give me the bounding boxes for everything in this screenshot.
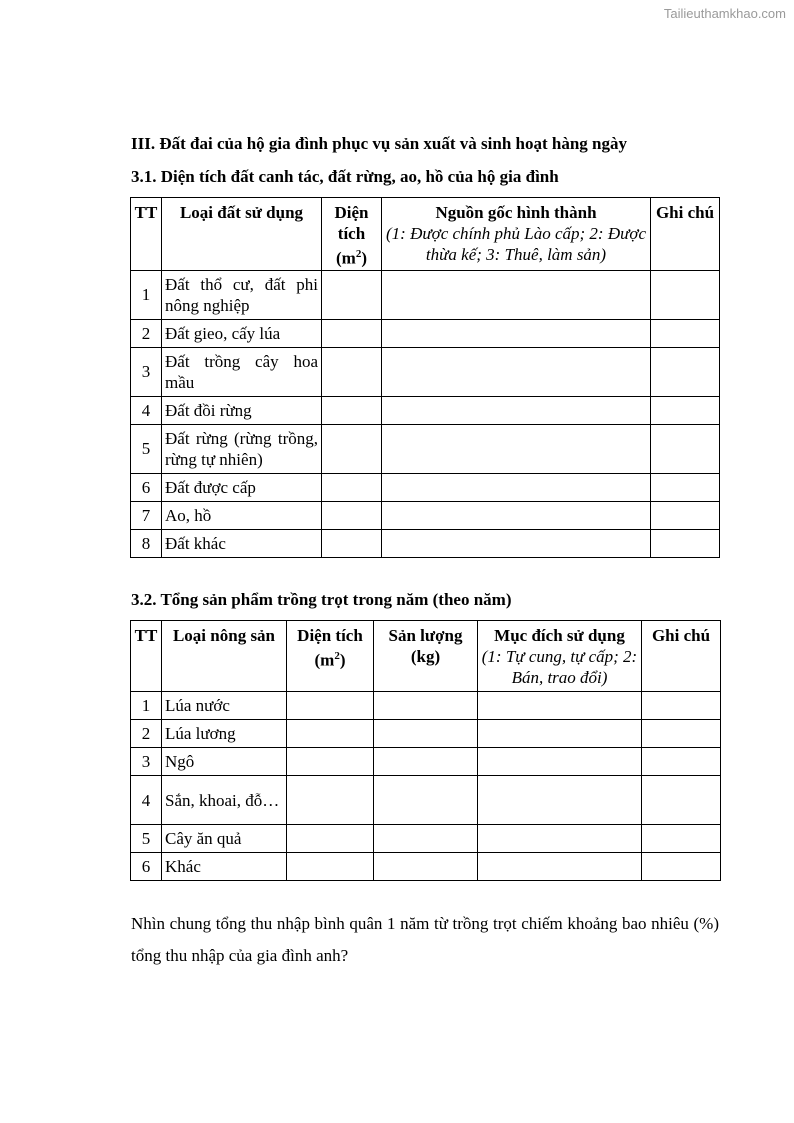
income-question: Nhìn chung tổng thu nhập bình quân 1 năm từ trồng trọt chiếm khoảng bao nhiêu (%) tổng thu nhập của gia đình anh? xyxy=(131,914,719,965)
header-origin-note: (1: Được chính phủ Lào cấp; 2: Được thừa kế; 3: Thuê, làm sản) xyxy=(386,224,646,264)
area-cell[interactable] xyxy=(287,720,374,748)
row-number: 5 xyxy=(131,424,162,473)
note-cell[interactable] xyxy=(642,748,721,776)
area-cell[interactable] xyxy=(287,692,374,720)
row-land-type: Đất thổ cư, đất phi nông nghiệp xyxy=(162,270,322,319)
header-origin xyxy=(382,198,651,271)
yield-cell[interactable] xyxy=(374,776,478,825)
area-cell[interactable] xyxy=(287,748,374,776)
header-area xyxy=(287,621,374,692)
header-note: Ghi chú xyxy=(651,198,720,271)
row-number: 3 xyxy=(131,347,162,396)
subsection-title-land: 3.1. Diện tích đất canh tác, đất rừng, ao, hồ của hộ gia đình xyxy=(131,167,559,186)
header-purpose-title: Mục đích sử dụng xyxy=(494,626,625,645)
area-cell[interactable] xyxy=(287,853,374,881)
row-product: Khác xyxy=(162,853,287,881)
area-cell[interactable] xyxy=(322,424,382,473)
header-area-unit-close: ) xyxy=(339,650,346,670)
header-tt: TT xyxy=(131,198,162,271)
header-yield xyxy=(374,621,478,692)
header-area-line1: Diện xyxy=(334,203,369,222)
header-area-line2: tích xyxy=(337,224,366,243)
header-area-unit-sup: 2 xyxy=(334,650,340,662)
purpose-cell[interactable] xyxy=(478,825,642,853)
table-row xyxy=(131,424,720,473)
origin-cell[interactable] xyxy=(382,529,651,557)
row-product: Lúa lương xyxy=(162,720,287,748)
row-number: 1 xyxy=(131,692,162,720)
section-title: III. Đất đai của hộ gia đình phục vụ sản xuất và sinh hoạt hàng ngày xyxy=(131,134,628,153)
row-land-type: Đất khác xyxy=(162,529,322,557)
header-area-line1: Diện tích xyxy=(297,626,363,645)
header-area-unit: (m xyxy=(336,248,356,268)
purpose-cell[interactable] xyxy=(478,692,642,720)
row-number: 2 xyxy=(131,720,162,748)
row-number: 6 xyxy=(131,473,162,501)
land-table xyxy=(130,197,720,558)
table-row xyxy=(131,853,721,881)
header-area-unit: (m xyxy=(314,650,335,670)
header-note: Ghi chú xyxy=(642,621,721,692)
yield-cell[interactable] xyxy=(374,720,478,748)
note-cell[interactable] xyxy=(651,319,720,347)
row-product: Ngô xyxy=(162,748,287,776)
row-land-type: Đất được cấp xyxy=(162,473,322,501)
area-cell[interactable] xyxy=(322,270,382,319)
row-number: 5 xyxy=(131,825,162,853)
header-product: Loại nông sản xyxy=(162,621,287,692)
row-number: 2 xyxy=(131,319,162,347)
area-cell[interactable] xyxy=(322,529,382,557)
header-purpose xyxy=(478,621,642,692)
header-area xyxy=(322,198,382,271)
area-cell[interactable] xyxy=(322,347,382,396)
row-land-type: Đất trồng cây hoa mầu xyxy=(162,347,322,396)
origin-cell[interactable] xyxy=(382,396,651,424)
note-cell[interactable] xyxy=(651,396,720,424)
note-cell[interactable] xyxy=(651,347,720,396)
row-number: 4 xyxy=(131,776,162,825)
note-cell[interactable] xyxy=(642,692,721,720)
header-origin-title: Nguồn gốc hình thành xyxy=(435,203,597,222)
table-row xyxy=(131,319,720,347)
note-cell[interactable] xyxy=(651,270,720,319)
area-cell[interactable] xyxy=(322,501,382,529)
area-cell[interactable] xyxy=(322,473,382,501)
origin-cell[interactable] xyxy=(382,501,651,529)
area-cell[interactable] xyxy=(287,776,374,825)
row-number: 7 xyxy=(131,501,162,529)
origin-cell[interactable] xyxy=(382,270,651,319)
watermark-text: Tailieuthamkhao.com xyxy=(663,6,786,21)
table-row xyxy=(131,501,720,529)
land-table-header xyxy=(131,198,720,271)
table-row xyxy=(131,529,720,557)
area-cell[interactable] xyxy=(287,825,374,853)
header-area-unit-close: ) xyxy=(361,248,367,268)
table-row xyxy=(131,692,721,720)
purpose-cell[interactable] xyxy=(478,748,642,776)
yield-cell[interactable] xyxy=(374,853,478,881)
table-row xyxy=(131,396,720,424)
note-cell[interactable] xyxy=(651,473,720,501)
header-yield-line1: Sản lượng xyxy=(388,626,463,645)
row-number: 6 xyxy=(131,853,162,881)
header-tt: TT xyxy=(131,621,162,692)
row-product: Sắn, khoai, đỗ… xyxy=(162,776,287,825)
row-land-type: Đất rừng (rừng trồng, rừng tự nhiên) xyxy=(162,424,322,473)
header-land-type: Loại đất sử dụng xyxy=(162,198,322,271)
purpose-cell[interactable] xyxy=(478,776,642,825)
yield-cell[interactable] xyxy=(374,825,478,853)
row-number: 3 xyxy=(131,748,162,776)
purpose-cell[interactable] xyxy=(478,853,642,881)
table-row xyxy=(131,748,721,776)
row-land-type: Ao, hồ xyxy=(162,501,322,529)
row-number: 1 xyxy=(131,270,162,319)
note-cell[interactable] xyxy=(651,501,720,529)
header-area-unit-sup: 2 xyxy=(355,248,362,260)
table-row xyxy=(131,776,721,825)
purpose-cell[interactable] xyxy=(478,720,642,748)
note-cell[interactable] xyxy=(642,776,721,825)
origin-cell[interactable] xyxy=(382,473,651,501)
row-land-type: Đất đồi rừng xyxy=(162,396,322,424)
yield-cell[interactable] xyxy=(374,748,478,776)
note-cell[interactable] xyxy=(651,424,720,473)
origin-cell[interactable] xyxy=(382,319,651,347)
table-row xyxy=(131,473,720,501)
crop-table xyxy=(130,620,721,881)
area-cell[interactable] xyxy=(322,319,382,347)
row-number: 8 xyxy=(131,529,162,557)
row-land-type: Đất gieo, cấy lúa xyxy=(162,319,322,347)
header-purpose-note: (1: Tự cung, tự cấp; 2: Bán, trao đổi) xyxy=(481,647,638,687)
note-cell[interactable] xyxy=(651,529,720,557)
row-product: Lúa nước xyxy=(162,692,287,720)
header-yield-unit: (kg) xyxy=(410,647,441,666)
table-row xyxy=(131,825,721,853)
crop-table-header xyxy=(131,621,721,692)
row-number: 4 xyxy=(131,396,162,424)
area-cell[interactable] xyxy=(322,396,382,424)
note-cell[interactable] xyxy=(642,825,721,853)
yield-cell[interactable] xyxy=(374,692,478,720)
table-row xyxy=(131,270,720,319)
note-cell[interactable] xyxy=(642,720,721,748)
origin-cell[interactable] xyxy=(382,347,651,396)
note-cell[interactable] xyxy=(642,853,721,881)
origin-cell[interactable] xyxy=(382,424,651,473)
row-product: Cây ăn quả xyxy=(162,825,287,853)
table-row xyxy=(131,720,721,748)
subsection-title-crops: 3.2. Tổng sản phẩm trồng trọt trong năm (theo năm) xyxy=(131,590,512,609)
table-row xyxy=(131,347,720,396)
